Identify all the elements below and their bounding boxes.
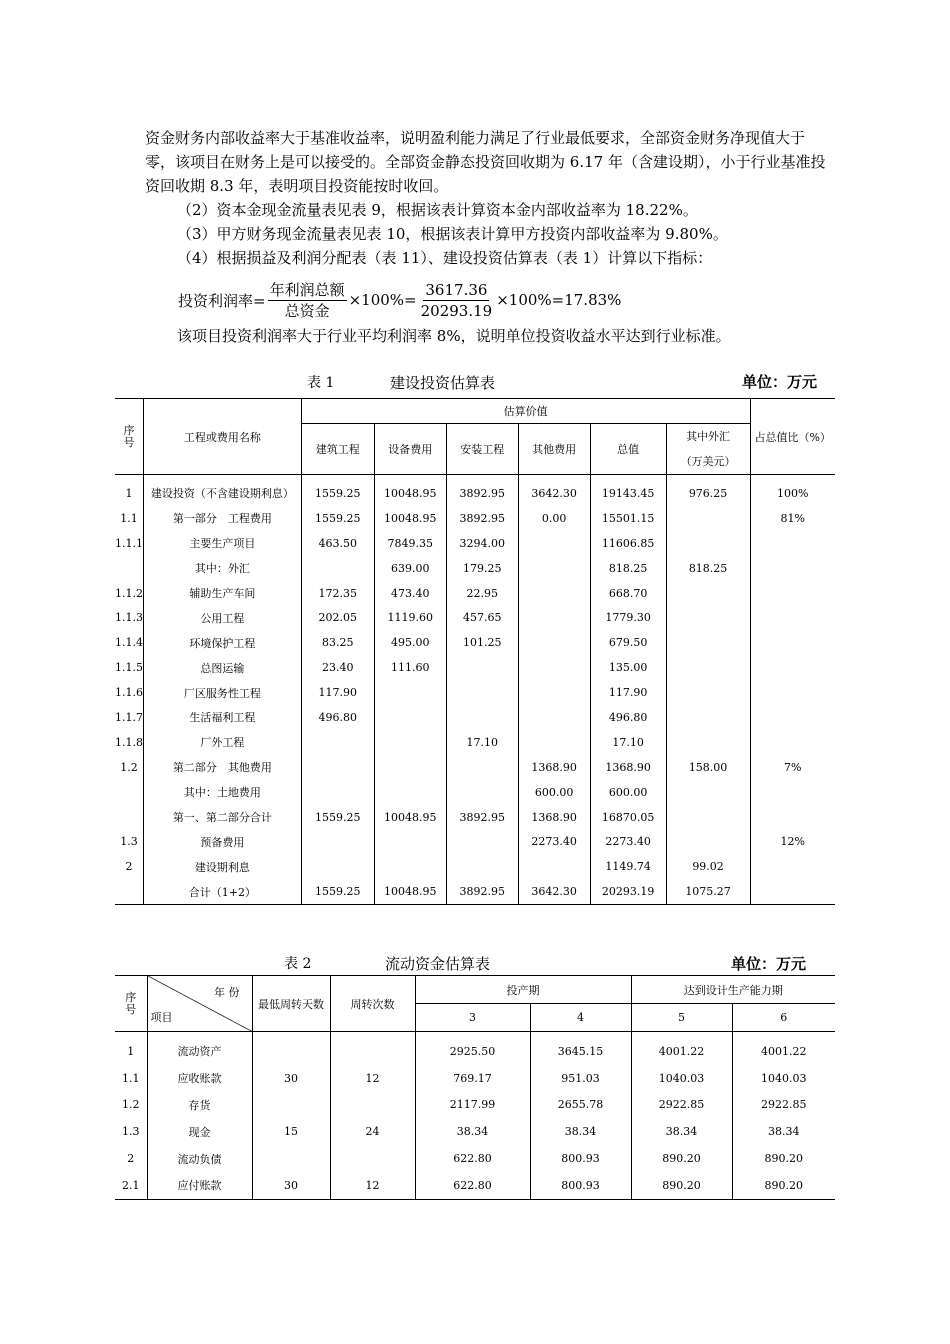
table1-row-cell: 10048.95 <box>374 475 446 506</box>
table1-row-cell <box>518 630 590 655</box>
table1-row-cell <box>750 605 835 630</box>
table2-row-cell: 12 <box>330 1172 415 1199</box>
table1-row-cell <box>518 531 590 556</box>
t2-header-year5: 5 <box>631 1004 732 1032</box>
table1-row-cell <box>301 854 374 879</box>
table2-row-cell: 4001.22 <box>732 1032 835 1065</box>
table1-row-cell: 111.60 <box>374 655 446 680</box>
header-installation: 安装工程 <box>446 424 518 475</box>
table1-row-cell: 辅助生产车间 <box>144 581 302 606</box>
table1-row-cell: 厂外工程 <box>144 730 302 755</box>
table1-row-cell: 463.50 <box>301 531 374 556</box>
formula-lhs: 投资利润率= <box>178 291 266 310</box>
table1-row-cell: 其中：土地费用 <box>144 780 302 805</box>
table1-row-cell: 495.00 <box>374 630 446 655</box>
table1-row-cell <box>750 531 835 556</box>
table1-row-cell: 2 <box>125 860 133 874</box>
table1-row-cell: 202.05 <box>301 605 374 630</box>
table2-row-cell: 800.93 <box>530 1172 631 1199</box>
table1-row-cell: 1559.25 <box>301 506 374 531</box>
table1-row <box>115 655 835 680</box>
table1-row-cell: 496.80 <box>590 705 666 730</box>
table1-row-cell: 1368.90 <box>590 755 666 780</box>
table1-row-cell: 179.25 <box>446 556 518 581</box>
table2-row-cell: 2925.50 <box>415 1032 530 1065</box>
table1-row-cell <box>301 730 374 755</box>
table2-row-cell: 1.3 <box>122 1125 140 1139</box>
table1-row-cell: 2273.40 <box>518 829 590 854</box>
table1-row-cell <box>666 829 750 854</box>
header-equipment: 设备费用 <box>374 424 446 475</box>
paragraph-3: （3）甲方财务现金流量表见表 10，根据该表计算甲方投资内部收益率为 9.80%。 <box>177 225 728 243</box>
table1-row <box>115 680 835 705</box>
table1-row-cell: 建设期利息 <box>144 854 302 879</box>
table2-row <box>115 1118 835 1145</box>
table1-row-cell: 639.00 <box>374 556 446 581</box>
table1-row-cell: 1.1.1 <box>115 536 143 550</box>
table1-row-cell <box>750 780 835 805</box>
table1-row <box>115 780 835 805</box>
table1-row <box>115 605 835 630</box>
table1-row-cell <box>750 556 835 581</box>
table1-row-cell: 135.00 <box>590 655 666 680</box>
table2-row-cell: 应付账款 <box>147 1172 252 1199</box>
table2-row-cell: 流动负债 <box>147 1145 252 1172</box>
paragraph-1: 资金财务内部收益率大于基准收益率，说明盈利能力满足了行业最低要求，全部资金财务净现值大于零，该项目在财务上是可以接受的。全部资金静态投资回收期为 6.17 年（含建设期），小于行业基准投资回收期 8.3 年，表明项目投资能按时收回。 <box>145 129 826 195</box>
table1-row <box>115 475 835 506</box>
table1-row <box>115 755 835 780</box>
table1-row-cell: 600.00 <box>590 780 666 805</box>
table1-row-cell <box>446 780 518 805</box>
table1-row-cell: 1.2 <box>120 760 138 774</box>
table1-row-cell: 1368.90 <box>518 755 590 780</box>
table2-row-cell: 30 <box>252 1065 330 1092</box>
table1-row-cell <box>446 705 518 730</box>
table1-row-cell: 100% <box>750 475 835 506</box>
table1-row-cell <box>666 705 750 730</box>
table1-row-cell <box>446 680 518 705</box>
table1-row-cell: 1559.25 <box>301 475 374 506</box>
table1-row-cell: 83.25 <box>301 630 374 655</box>
table1-row-cell <box>666 506 750 531</box>
table1-row <box>115 705 835 730</box>
header-total: 总值 <box>590 424 666 475</box>
table2-row-cell: 流动资产 <box>147 1032 252 1065</box>
table1-row-cell <box>750 705 835 730</box>
table2-row-cell: 890.20 <box>732 1172 835 1199</box>
table2-row-cell <box>252 1092 330 1119</box>
table1-row-cell <box>518 655 590 680</box>
table1-row-cell <box>750 581 835 606</box>
table2-row-cell: 1040.03 <box>732 1065 835 1092</box>
table1-row-cell: 7849.35 <box>374 531 446 556</box>
table1-row-cell: 2273.40 <box>590 829 666 854</box>
table2-row <box>115 1145 835 1172</box>
table1-row-cell: 厂区服务性工程 <box>144 680 302 705</box>
t2-header-item: 项目 <box>150 1011 173 1024</box>
table1-row-cell: 建设投资（不含建设期利息） <box>144 475 302 506</box>
table1-row-cell: 1.1.7 <box>115 710 143 724</box>
table1-row-cell: 第二部分 其他费用 <box>144 755 302 780</box>
table1-row-cell: 1.1.2 <box>115 586 143 600</box>
table1-row-cell <box>115 805 144 830</box>
header-forex-line2: （万美元） <box>680 455 736 468</box>
table1-row <box>115 805 835 830</box>
table1-row-cell: 1149.74 <box>590 854 666 879</box>
table1-row-cell <box>666 805 750 830</box>
investment-estimate-table <box>115 398 835 905</box>
table1-row-cell <box>115 780 144 805</box>
table1-row-cell <box>374 829 446 854</box>
table2-row-cell: 存货 <box>147 1092 252 1119</box>
table1-row-cell <box>446 655 518 680</box>
table1-row-cell <box>518 730 590 755</box>
table2-row-cell: 890.20 <box>732 1145 835 1172</box>
table1-row-cell: 3892.95 <box>446 805 518 830</box>
table1-row-cell: 第一部分 工程费用 <box>144 506 302 531</box>
table1-row <box>115 531 835 556</box>
table1-row-cell: 17.10 <box>446 730 518 755</box>
table1-row <box>115 556 835 581</box>
table1-row-cell: 3892.95 <box>446 879 518 904</box>
table1-row-cell <box>518 605 590 630</box>
table1-row-cell <box>446 829 518 854</box>
table1-row-cell: 7% <box>750 755 835 780</box>
table1-row-cell <box>750 730 835 755</box>
table1-row-cell: 22.95 <box>446 581 518 606</box>
table2-row-cell: 1040.03 <box>631 1065 732 1092</box>
table2-row-cell: 30 <box>252 1172 330 1199</box>
table2-row <box>115 1092 835 1119</box>
t2-header-min-days: 最低周转天数 <box>252 976 330 1032</box>
table1-row-cell <box>446 854 518 879</box>
table1-row-cell: 457.65 <box>446 605 518 630</box>
table1-row-cell: 12% <box>750 829 835 854</box>
table1-row-cell <box>374 730 446 755</box>
table1-row-cell: 总图运输 <box>144 655 302 680</box>
table1-row-cell: 主要生产项目 <box>144 531 302 556</box>
table1-row-cell: 23.40 <box>301 655 374 680</box>
table1-row-cell: 生活福利工程 <box>144 705 302 730</box>
table2-row-cell: 2922.85 <box>732 1092 835 1119</box>
formula-denominator-2: 20293.19 <box>420 301 493 320</box>
table1-row-cell <box>750 854 835 879</box>
table1-row-cell <box>446 755 518 780</box>
table2-row-cell: 24 <box>330 1118 415 1145</box>
table1-row-cell: 第一、第二部分合计 <box>144 805 302 830</box>
table2-row-cell: 38.34 <box>732 1118 835 1145</box>
table2-row-cell <box>330 1032 415 1065</box>
table1-row-cell: 20293.19 <box>590 879 666 904</box>
header-seq: 序号 <box>115 399 144 475</box>
table1-row-cell: 473.40 <box>374 581 446 606</box>
table1-row-cell: 1.1.3 <box>115 611 143 625</box>
table1-row-cell: 496.80 <box>301 705 374 730</box>
table2-row-cell: 951.03 <box>530 1065 631 1092</box>
t2-header-year4: 4 <box>530 1004 631 1032</box>
table1-row-cell: 3294.00 <box>446 531 518 556</box>
table2-row-cell: 3645.15 <box>530 1032 631 1065</box>
table1-row-cell <box>518 581 590 606</box>
table1-row-cell: 1.1.8 <box>115 735 143 749</box>
table2-row-cell: 1.1 <box>122 1071 140 1085</box>
table1-row-cell <box>666 655 750 680</box>
table2-row-cell <box>330 1092 415 1119</box>
table2-row-cell: 890.20 <box>631 1172 732 1199</box>
table1-row-cell: 1.3 <box>120 835 138 849</box>
table1-row-cell: 3642.30 <box>518 879 590 904</box>
table2-row-cell: 38.34 <box>631 1118 732 1145</box>
table1-row-cell: 其中：外汇 <box>144 556 302 581</box>
table1-caption-number: 表 1 <box>307 375 335 391</box>
table2-row-cell: 622.80 <box>415 1145 530 1172</box>
table2-row-cell: 622.80 <box>415 1172 530 1199</box>
formula-denominator-1: 总资金 <box>284 301 330 320</box>
table1-row-cell <box>115 556 144 581</box>
t2-header-turns: 周转次数 <box>330 976 415 1032</box>
table1-row-cell: 1779.30 <box>590 605 666 630</box>
table1-row-cell: 679.50 <box>590 630 666 655</box>
formula-result: ×100%=17.83% <box>496 291 622 309</box>
table2-row <box>115 1032 835 1065</box>
formula-numerator-2: 3617.36 <box>425 280 488 299</box>
table2-row-cell: 890.20 <box>631 1145 732 1172</box>
table1-row <box>115 506 835 531</box>
table1-row-cell: 11606.85 <box>590 531 666 556</box>
paragraph-5: 该项目投资利润率大于行业平均利润率 8%，说明单位投资收益水平达到行业标准。 <box>177 327 731 345</box>
header-other: 其他费用 <box>518 424 590 475</box>
formula-fraction-2 <box>419 280 495 321</box>
table2-row-cell: 2117.99 <box>415 1092 530 1119</box>
table2-caption-title: 流动资金估算表 <box>385 955 491 973</box>
table1-row-cell <box>750 680 835 705</box>
table1-row-cell <box>374 780 446 805</box>
t2-header-diagonal-cell <box>147 976 252 1032</box>
table2-row-cell <box>330 1145 415 1172</box>
table1-row-cell: 10048.95 <box>374 506 446 531</box>
table2-row-cell: 2.1 <box>122 1178 140 1192</box>
table1-row-cell: 3642.30 <box>518 475 590 506</box>
table1-row-cell <box>374 755 446 780</box>
table1-row-cell <box>301 829 374 854</box>
table1-row <box>115 581 835 606</box>
table1-row-cell: 环境保护工程 <box>144 630 302 655</box>
table1-row-cell: 1559.25 <box>301 879 374 904</box>
t2-header-phase2: 达到设计生产能力期 <box>631 976 835 1004</box>
table2-row-cell: 1.2 <box>122 1098 140 1112</box>
table1-row-cell: 99.02 <box>666 854 750 879</box>
table1-row-cell: 1.1.6 <box>115 686 143 700</box>
header-name: 工程或费用名称 <box>144 399 302 475</box>
table1-row-cell: 0.00 <box>518 506 590 531</box>
table1-row-cell: 818.25 <box>590 556 666 581</box>
table1-row-cell <box>666 780 750 805</box>
table1-row-cell: 17.10 <box>590 730 666 755</box>
header-share: 占总值比（%） <box>750 399 835 475</box>
formula-numerator-1: 年利润总额 <box>269 280 345 299</box>
table1-row-cell <box>666 730 750 755</box>
table1-row-cell <box>666 605 750 630</box>
formula-fraction-1 <box>268 280 347 321</box>
table1-row <box>115 879 835 904</box>
table1-row-cell <box>518 705 590 730</box>
table1-row-cell: 公用工程 <box>144 605 302 630</box>
paragraph-4: （4）根据损益及利润分配表（表 11）、建设投资估算表（表 1）计算以下指标： <box>177 249 713 267</box>
table1-row-cell: 1.1.4 <box>115 636 143 650</box>
t2-header-year6: 6 <box>732 1004 835 1032</box>
t2-header-year3: 3 <box>415 1004 530 1032</box>
table1-row-cell: 1.1.5 <box>115 661 143 675</box>
table1-row-cell: 3892.95 <box>446 506 518 531</box>
table1-row-cell: 1.1 <box>120 511 138 525</box>
table2-caption-number: 表 2 <box>284 956 312 972</box>
header-estimate-group: 估算价值 <box>301 399 750 424</box>
table2-row-cell: 15 <box>252 1118 330 1145</box>
table1-row-cell <box>750 805 835 830</box>
table1-row-cell: 预备费用 <box>144 829 302 854</box>
table1-caption-title: 建设投资估算表 <box>390 374 496 392</box>
table1-row-cell <box>750 879 835 904</box>
table1-row <box>115 730 835 755</box>
table2-row-cell: 2 <box>127 1152 135 1166</box>
table1-row-cell: 15501.15 <box>590 506 666 531</box>
table1-row-cell <box>518 556 590 581</box>
table1-row-cell <box>750 655 835 680</box>
intro-text <box>145 126 830 270</box>
table1-row-cell <box>518 680 590 705</box>
table1-row-cell: 10048.95 <box>374 879 446 904</box>
header-forex-line1: 其中外汇 <box>686 430 731 443</box>
roi-formula <box>178 275 621 325</box>
table2-row-cell: 现金 <box>147 1118 252 1145</box>
table1-row-cell: 172.35 <box>301 581 374 606</box>
table1-row-cell <box>374 854 446 879</box>
t2-header-seq: 序号 <box>115 976 147 1032</box>
header-building: 建筑工程 <box>301 424 374 475</box>
table1-row-cell: 合计（1+2） <box>144 879 302 904</box>
table1-row-cell: 81% <box>750 506 835 531</box>
table1-row-cell: 1075.27 <box>666 879 750 904</box>
table1-row-cell: 117.90 <box>301 680 374 705</box>
formula-multiplier-1: ×100%= <box>348 291 417 309</box>
working-capital-table <box>115 975 835 1200</box>
table2-row-cell: 1 <box>127 1044 135 1058</box>
table1-row-cell <box>301 755 374 780</box>
table1-unit: 单位：万元 <box>742 373 818 391</box>
conclusion-text <box>177 324 837 348</box>
table1-row-cell <box>518 854 590 879</box>
table2-row-cell <box>252 1032 330 1065</box>
table1-row-cell <box>666 630 750 655</box>
t2-header-phase1: 投产期 <box>415 976 631 1004</box>
table1-row-cell <box>666 581 750 606</box>
table2-row-cell: 2922.85 <box>631 1092 732 1119</box>
table2-row-cell: 4001.22 <box>631 1032 732 1065</box>
table1-row-cell: 158.00 <box>666 755 750 780</box>
table1-row-cell: 600.00 <box>518 780 590 805</box>
table2-row-cell: 2655.78 <box>530 1092 631 1119</box>
table1-row-cell: 976.25 <box>666 475 750 506</box>
table2-row <box>115 1172 835 1199</box>
table1-row-cell <box>374 705 446 730</box>
table1-row-cell <box>666 531 750 556</box>
table2-row-cell: 38.34 <box>415 1118 530 1145</box>
table1-row-cell <box>115 879 144 904</box>
t2-header-year: 年 份 <box>214 986 240 999</box>
table1-row-cell: 1368.90 <box>518 805 590 830</box>
table1-row-cell <box>301 556 374 581</box>
table1-row <box>115 630 835 655</box>
table2-row-cell: 38.34 <box>530 1118 631 1145</box>
table1-row-cell: 16870.05 <box>590 805 666 830</box>
table1-row-cell <box>301 780 374 805</box>
table2-row-cell <box>252 1145 330 1172</box>
table1-row-cell: 1559.25 <box>301 805 374 830</box>
table1-row <box>115 829 835 854</box>
table1-row-cell: 117.90 <box>590 680 666 705</box>
table1-row-cell <box>666 680 750 705</box>
table1-row-cell: 1 <box>125 486 133 500</box>
table2-row-cell: 769.17 <box>415 1065 530 1092</box>
paragraph-2: （2）资本金现金流量表见表 9，根据该表计算资本金内部收益率为 18.22%。 <box>177 201 698 219</box>
table1-row-cell: 10048.95 <box>374 805 446 830</box>
header-forex <box>666 424 750 475</box>
table1-row-cell <box>750 630 835 655</box>
table1-row-cell: 1119.60 <box>374 605 446 630</box>
table1-row <box>115 854 835 879</box>
table1-row-cell: 668.70 <box>590 581 666 606</box>
table2-row-cell: 800.93 <box>530 1145 631 1172</box>
table1-row-cell <box>374 680 446 705</box>
table1-row-cell: 101.25 <box>446 630 518 655</box>
table1-row-cell: 3892.95 <box>446 475 518 506</box>
table1-row-cell: 818.25 <box>666 556 750 581</box>
table2-unit: 单位：万元 <box>731 955 807 973</box>
table2-row-cell: 应收账款 <box>147 1065 252 1092</box>
table2-row-cell: 12 <box>330 1065 415 1092</box>
table2-row <box>115 1065 835 1092</box>
table1-row-cell: 19143.45 <box>590 475 666 506</box>
